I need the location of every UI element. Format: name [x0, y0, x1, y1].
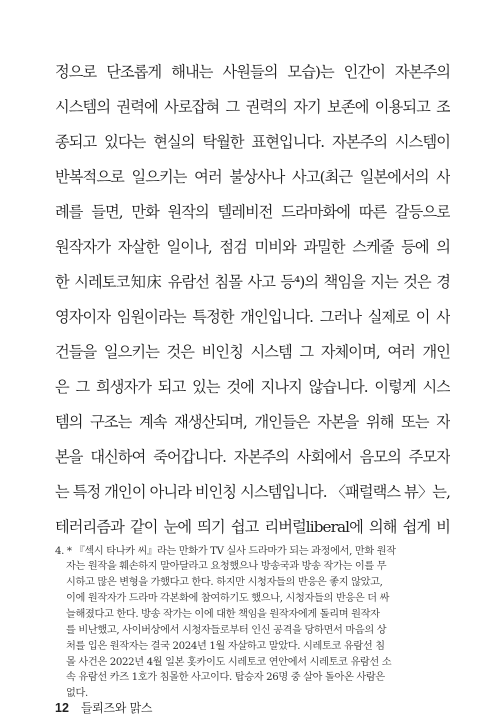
body-text-line: 는 특정 개인이 아니라 비인칭 시스템입니다. 〈패럴랙스 뷰〉는,: [55, 483, 450, 501]
footnote-line: 처를 입은 원작자는 결국 2024년 1월 자살하고 말았다. 시레토코 유람선 침: [66, 641, 385, 652]
footnote-line: 늘해졌다고 한다. 방송 작가는 이에 대한 책임을 원작자에게 돌리며 원작자: [66, 609, 380, 620]
body-text-line: 테러리즘과 같이 눈에 띄기 쉽고 리버럴liberal에 의해 쉽게 비: [55, 518, 450, 536]
page-footer: [55, 700, 152, 716]
body-text-line: 시스템의 권력에 사로잡혀 그 권력의 자기 보존에 이용되고 조: [55, 98, 450, 116]
footnote-line: 를 비난했고, 사이버상에서 시청자들로부터 인신 공격을 당하면서 마음의 상: [66, 625, 387, 636]
footnote-line: 몰 사건은 2022년 4월 일본 홋카이도 시레토코 연안에서 시레토코 유람선 소: [66, 657, 392, 668]
body-text-line: 한 시레토코知床 유람선 침몰 사고 등⁴)의 책임을 지는 것은 경: [55, 273, 450, 291]
body-text-line: 원작자가 자살한 일이나, 점검 미비와 과밀한 스케줄 등에 의: [55, 238, 450, 256]
body-text-line: 반복적으로 일으키는 여러 불상사나 사고(최근 일본에서의 사: [55, 168, 450, 186]
body-text-line: 영자이자 임원이라는 특정한 개인입니다. 그러나 실제로 이 사: [55, 308, 450, 326]
body-text-line: 례를 들면, 만화 원작의 텔레비전 드라마화에 따른 갈등으로: [55, 203, 450, 221]
footnote-line: 4. * 『섹시 타나카 씨』라는 만화가 TV 실사 드라마가 되는 과정에서, 만화 원작: [55, 546, 396, 557]
footnote-line: 시하고 많은 변형을 가했다고 한다. 하지만 시청자들의 반응은 좋지 않았고,: [66, 577, 383, 588]
page-number: 12: [55, 701, 69, 715]
body-text-line: 정으로 단조롭게 해내는 사원들의 모습)는 인간이 자본주의: [55, 63, 450, 81]
footnote-line: 이에 원작자가 드라마 각본화에 참여하기도 했으나, 시청자들의 반응은 더 싸: [66, 593, 390, 604]
body-text-line: 종되고 있다는 현실의 탁월한 표현입니다. 자본주의 시스템이: [55, 133, 450, 151]
body-text-line: 은 그 희생자가 되고 있는 것에 지나지 않습니다. 이렇게 시스: [55, 378, 450, 396]
body-text-line: 건들을 일으키는 것은 비인칭 시스템 그 자체이며, 여러 개인: [55, 343, 450, 361]
body-text-line: 본을 대신하여 죽어갑니다. 자본주의 사회에서 음모의 주모자: [55, 448, 450, 466]
footnote-line: 자는 원작을 훼손하지 말아달라고 요청했으나 방송국과 방송 작가는 이를 무: [66, 561, 387, 572]
footnote-line: 없다.: [66, 688, 88, 699]
body-text-line: 템의 구조는 계속 재생산되며, 개인들은 자본을 위해 또는 자: [55, 413, 450, 431]
footnote-line: 속 유람선 카즈 1호가 침몰한 사고이다. 탑승자 26명 중 살아 돌아온 사람은: [66, 672, 385, 683]
running-title: 들뢰즈와 맑스: [80, 701, 153, 715]
